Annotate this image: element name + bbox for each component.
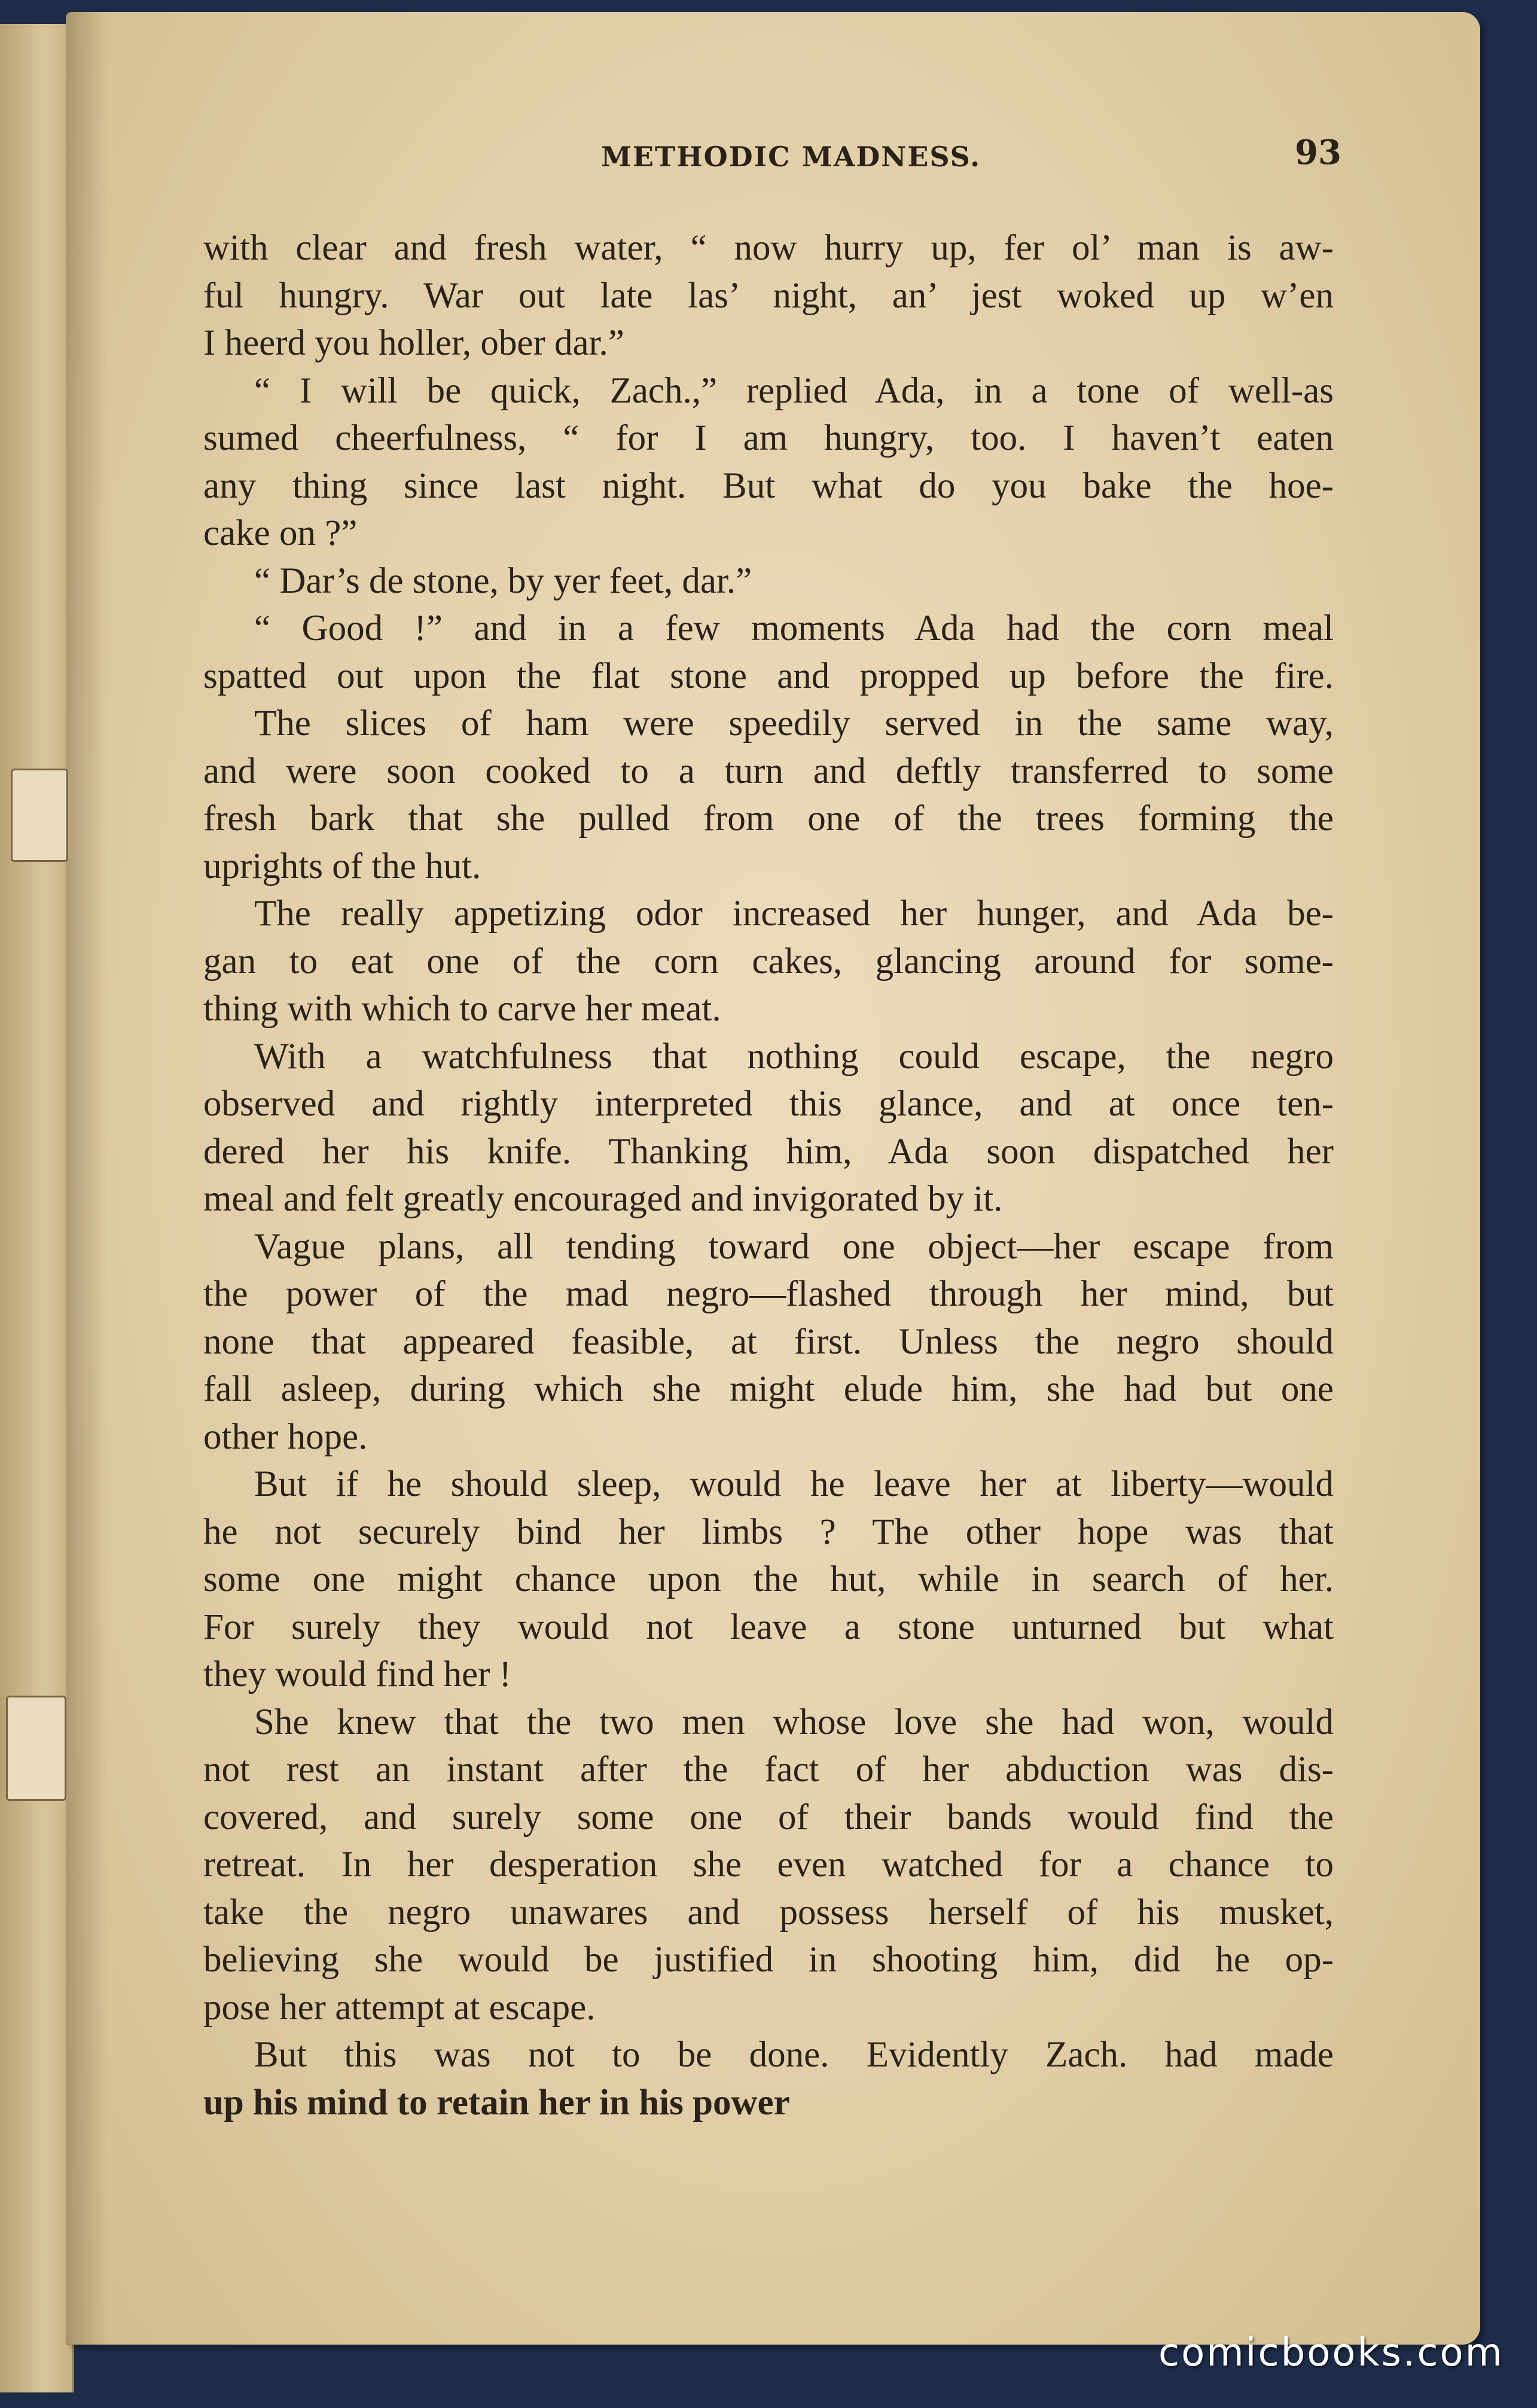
text-line: For surely they would not leave a stone unturned but what xyxy=(203,1607,1334,1647)
text-line: I heerd you holler, ober dar.” xyxy=(203,323,624,363)
text-line: take the negro unawares and possess herself of his musket, xyxy=(203,1892,1334,1933)
text-line: sumed cheerfulness, “ for I am hungry, too. I haven’t eaten xyxy=(203,418,1334,458)
text-line: he not securely bind her limbs ? The other hope was that xyxy=(203,1511,1334,1552)
text-line: and were soon cooked to a turn and deftly transferred to some xyxy=(203,751,1334,791)
text-line: uprights of the hut. xyxy=(203,846,481,886)
text-line: She knew that the two men whose love she had won, would xyxy=(254,1702,1334,1742)
text-line: they would find her ! xyxy=(203,1654,511,1694)
text-line: meal and felt greatly encouraged and invigorated by it. xyxy=(203,1179,1003,1219)
text-line: Vague plans, all tending toward one object—her escape from xyxy=(254,1226,1334,1267)
text-line: But if he should sleep, would he leave her at liberty—would xyxy=(254,1464,1334,1504)
text-line: dered her his knife. Thanking him, Ada soon dispatched her xyxy=(203,1131,1334,1172)
text-line: the power of the mad negro—flashed through her mind, but xyxy=(203,1274,1334,1314)
text-line: “ I will be quick, Zach.,” replied Ada, in a tone of well-as xyxy=(254,370,1334,411)
page-tear-upper xyxy=(11,769,68,862)
text-line: The slices of ham were speedily served in the same way, xyxy=(254,703,1334,743)
text-line: thing with which to carve her meat. xyxy=(203,989,721,1029)
running-title: METHODIC MADNESS. xyxy=(601,141,981,173)
text-line: any thing since last night. But what do you bake the hoe- xyxy=(203,465,1334,506)
previous-page-edge xyxy=(0,24,74,2392)
site-watermark: comicbooks.com xyxy=(1158,2331,1504,2375)
text-line: some one might chance upon the hut, while in search of her. xyxy=(203,1559,1334,1599)
spine-shadow xyxy=(66,12,108,2345)
text-line: believing she would be justified in shooting him, did he op- xyxy=(203,1940,1334,1980)
text-line: cake on ?” xyxy=(203,513,358,553)
text-line: The really appetizing odor increased her hunger, and Ada be- xyxy=(254,894,1334,934)
page-number: 93 xyxy=(1295,133,1341,172)
text-line: ful hungry. War out late las’ night, an’ jest woked up w’en xyxy=(203,275,1334,316)
text-line: observed and rightly interpreted this glance, and at once ten- xyxy=(203,1084,1334,1124)
text-line: none that appeared feasible, at first. Unless the negro should xyxy=(203,1321,1334,1362)
text-line: With a watchfulness that nothing could escape, the negro xyxy=(254,1036,1334,1077)
text-line: pose her attempt at escape. xyxy=(203,1987,596,2028)
page-tear-lower xyxy=(6,1696,66,1801)
text-line: spatted out upon the flat stone and propped up before the fire. xyxy=(203,656,1334,696)
text-line: “ Good !” and in a few moments Ada had the corn meal xyxy=(254,608,1334,648)
body-text xyxy=(203,224,1334,2126)
text-line: up his mind to retain her in his power xyxy=(203,2082,790,2123)
text-line: other hope. xyxy=(203,1416,368,1457)
text-line: retreat. In her desperation she even watched for a chance to xyxy=(203,1845,1334,1885)
text-line: with clear and fresh water, “ now hurry up, fer ol’ man is aw- xyxy=(203,228,1334,268)
text-line: covered, and surely some one of their bands would find the xyxy=(203,1797,1334,1837)
text-line: fresh bark that she pulled from one of the trees forming the xyxy=(203,798,1334,839)
text-line: But this was not to be done. Evidently Zach. had made xyxy=(254,2035,1334,2075)
text-line: fall asleep, during which she might elude him, she had but one xyxy=(203,1369,1334,1409)
text-line: gan to eat one of the corn cakes, glancing around for some- xyxy=(203,941,1334,982)
text-line: “ Dar’s de stone, by yer feet, dar.” xyxy=(254,560,752,601)
text-line: not rest an instant after the fact of her abduction was dis- xyxy=(203,1749,1334,1790)
